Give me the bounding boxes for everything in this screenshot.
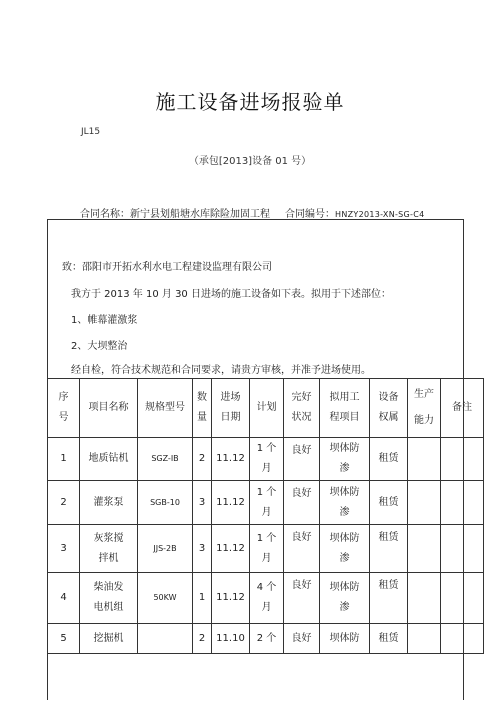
table-row [48, 573, 484, 624]
table-row [48, 438, 484, 481]
cell-plan: 1 个 月 [250, 481, 284, 525]
cell-remark [441, 438, 484, 481]
cell-remark [441, 573, 484, 624]
cell-capacity [408, 573, 441, 624]
cell-qty: 2 [193, 438, 212, 481]
cell-condition: 良好 [284, 573, 320, 624]
cell-date: 11.12 [212, 438, 250, 481]
usage-item-2: 2、大坝整治 [71, 341, 128, 352]
cell-condition: 良好 [284, 525, 320, 573]
cell-seq: 5 [48, 624, 80, 654]
header-ownership: 设备 权属 [370, 379, 408, 438]
cell-name: 地质钻机 [80, 438, 138, 481]
header-plan: 计划 [250, 379, 284, 438]
cell-capacity [408, 624, 441, 654]
table-row [48, 624, 484, 654]
table-header-row [48, 379, 484, 438]
cell-remark [441, 624, 484, 654]
reference-number: （承包[2013]设备 01 号） [188, 156, 312, 167]
cell-seq: 1 [48, 438, 80, 481]
cell-date: 11.12 [212, 573, 250, 624]
cell-capacity [408, 438, 441, 481]
cell-date: 11.12 [212, 481, 250, 525]
header-condition: 完好 状况 [284, 379, 320, 438]
equipment-table [47, 378, 484, 654]
table-row [48, 481, 484, 525]
header-capacity: 生产 能力 [408, 379, 441, 438]
cell-model: JJS-2B [138, 525, 193, 573]
cell-date: 11.10 [212, 624, 250, 654]
cell-seq: 2 [48, 481, 80, 525]
header-model: 规格型号 [138, 379, 193, 438]
cell-plan: 2 个 [250, 624, 284, 654]
cell-ownership: 租赁 [370, 624, 408, 654]
cell-name: 挖掘机 [80, 624, 138, 654]
cell-model: SGZ-IB [138, 438, 193, 481]
cell-condition: 良好 [284, 438, 320, 481]
cell-seq: 3 [48, 525, 80, 573]
cell-model: SGB-10 [138, 481, 193, 525]
cell-name: 灌浆泵 [80, 481, 138, 525]
cell-qty: 3 [193, 525, 212, 573]
header-qty: 数 量 [193, 379, 212, 438]
document-title: 施工设备进场报验单 [155, 90, 345, 114]
cell-ownership: 租赁 [370, 481, 408, 525]
cell-model [138, 624, 193, 654]
cell-model: 50KW [138, 573, 193, 624]
cell-use: 坝体防 渗 [320, 573, 370, 624]
header-use: 拟用工 程项目 [320, 379, 370, 438]
header-name: 项目名称 [80, 379, 138, 438]
contract-name: 合同名称：新宁县划船塘水库除险加固工程 [80, 209, 270, 220]
header-seq: 序 号 [48, 379, 80, 438]
cell-use: 坝体防 [320, 624, 370, 654]
cell-qty: 2 [193, 624, 212, 654]
form-code: JL15 [81, 127, 101, 137]
cell-name: 灰浆搅 拌机 [80, 525, 138, 573]
usage-item-1: 1、帷幕灌激浆 [71, 315, 138, 326]
cell-ownership: 租赁 [370, 573, 408, 624]
cell-ownership: 租赁 [370, 438, 408, 481]
cell-remark [441, 525, 484, 573]
table-row [48, 525, 484, 573]
cell-plan: 1 个 月 [250, 525, 284, 573]
cell-use: 坝体防 渗 [320, 525, 370, 573]
cell-remark [441, 481, 484, 525]
cell-ownership: 租赁 [370, 525, 408, 573]
cell-date: 11.12 [212, 525, 250, 573]
cell-condition: 良好 [284, 624, 320, 654]
cell-plan: 1 个 月 [250, 438, 284, 481]
cell-use: 坝体防 渗 [320, 438, 370, 481]
cell-qty: 3 [193, 481, 212, 525]
cell-capacity [408, 481, 441, 525]
letter-intro: 我方于 2013 年 10 月 30 日进场的施工设备如下表。拟用于下述部位： [71, 289, 391, 300]
header-remark: 备注 [441, 379, 484, 438]
cell-plan: 4 个 月 [250, 573, 284, 624]
cell-capacity [408, 525, 441, 573]
header-date: 进场 日期 [212, 379, 250, 438]
letter-recipient: 致：邵阳市开拓水利水电工程建设监理有限公司 [62, 262, 272, 273]
cell-seq: 4 [48, 573, 80, 624]
cell-use: 坝体防 渗 [320, 481, 370, 525]
cell-condition: 良好 [284, 481, 320, 525]
contract-number-value: HNZY2013-XN-SG-C4 [335, 210, 425, 219]
contract-number-label: 合同编号： [285, 209, 335, 220]
contract-number [285, 205, 425, 220]
cell-name: 柴油发 电机组 [80, 573, 138, 624]
cell-qty: 1 [193, 573, 212, 624]
letter-closing: 经自检，符合技术规范和合同要求，请贵方审核，并准予进场使用。 [71, 365, 371, 376]
